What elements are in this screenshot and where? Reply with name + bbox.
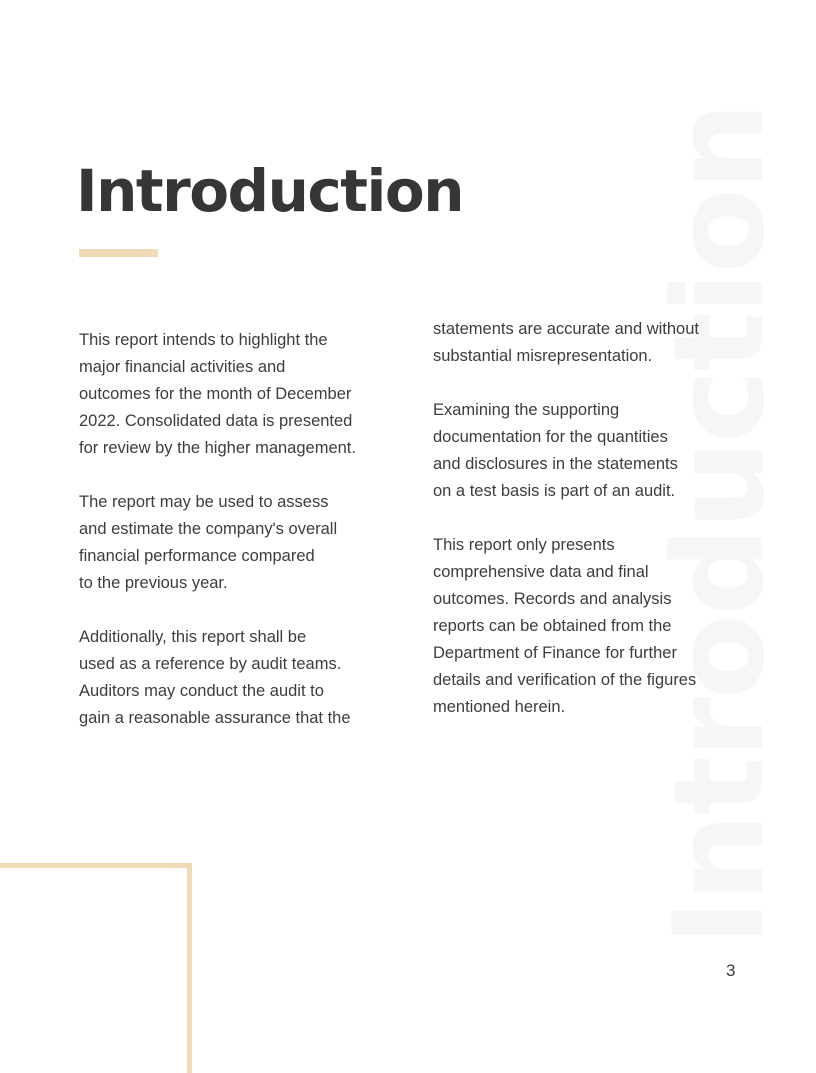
page-title: Introduction [76,157,463,225]
title-accent-bar [79,249,158,257]
right-paragraph-3: This report only presents comprehensive data and final outcomes. Records and analysis reports can be obtained from the Department of Finance for further details and verification of the figures mentioned herein. [433,536,697,716]
left-text-column [79,327,399,759]
right-paragraph-1: statements are accurate and without substantial misrepresentation. [433,320,699,365]
left-paragraph-1: This report intends to highlight the major financial activities and outcomes for the month of December 2022. Consolidated data is presented for review by the higher management. [79,331,356,457]
right-text-column [433,316,753,748]
page-number: 3 [726,961,736,980]
left-paragraph-3: Additionally, this report shall be used as a reference by audit teams. Auditors may conduct the audit to gain a reasonable assurance that the [79,628,351,727]
vertical-watermark: Introduction [648,104,792,946]
right-paragraph-2: Examining the supporting documentation for the quantities and disclosures in the statements on a test basis is part of an audit. [433,401,678,500]
left-paragraph-2: The report may be used to assess and estimate the company's overall financial performance compared to the previous year. [79,493,338,592]
decorative-corner-frame [0,863,192,1073]
